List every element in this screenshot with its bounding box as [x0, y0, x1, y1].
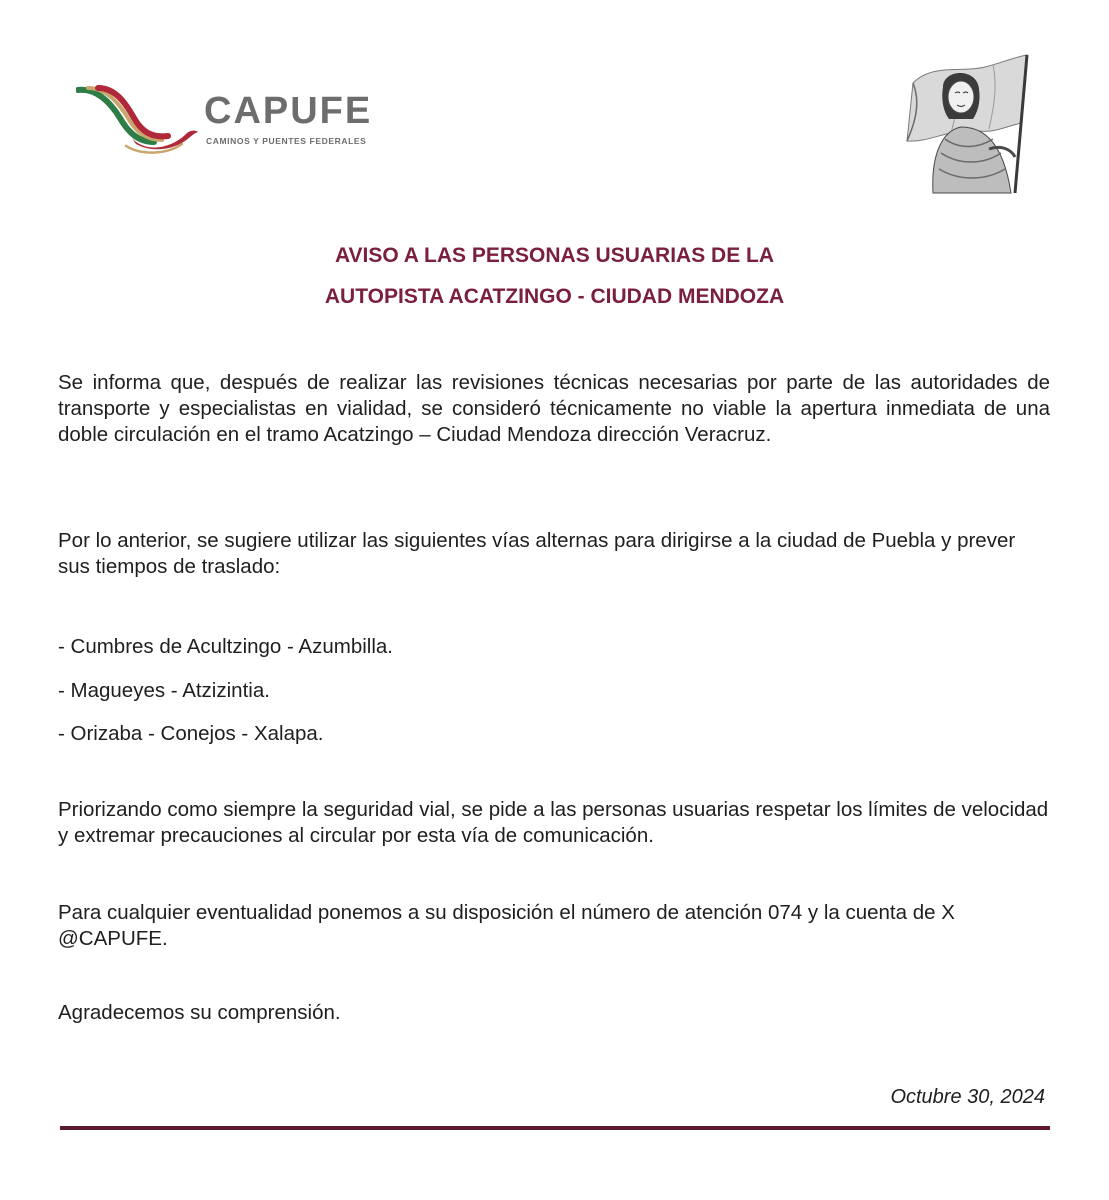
paragraph-road-safety: Priorizando como siempre la seguridad vial, se pide a las personas usuarias respetar los límites de velocidad y extremar precauciones al circular por esta vía de comunicación. [58, 798, 1049, 847]
woman-with-flag-emblem-icon [893, 53, 1033, 195]
paragraph-contact: Para cualquier eventualidad ponemos a su disposición el número de atención 074 y la cuenta de X @CAPUFE. [58, 901, 955, 950]
logo-subtitle: CAMINOS Y PUENTES FEDERALES [206, 136, 367, 146]
closing-text: Agradecemos su comprensión. [58, 1001, 341, 1024]
logo-wordmark: CAPUFE [204, 90, 373, 132]
footer-divider [60, 1126, 1050, 1130]
capufe-logo-mark-icon [76, 84, 200, 154]
notice-date: Octubre 30, 2024 [890, 1086, 1045, 1108]
notice-title-line-1: AVISO A LAS PERSONAS USUARIAS DE LA [334, 244, 775, 267]
notice-title-line-2: AUTOPISTA ACATZINGO - CIUDAD MENDOZA [324, 285, 785, 308]
route-item: - Magueyes - Atzizintia. [58, 679, 270, 702]
route-item: - Cumbres de Acultzingo - Azumbilla. [58, 635, 393, 658]
paragraph-technical-review: Se informa que, después de realizar las revisiones técnicas necesarias por parte de las autoridades de transporte y especialistas en vialidad, se consideró técnicamente no viable la apertura inmediata de una doble circulación en el tramo Acatzingo – Ciudad Mendoza dirección Veracruz. [58, 371, 1050, 446]
paragraph-alternate-routes: Por lo anterior, se sugiere utilizar las siguientes vías alternas para dirigirse a la ciudad de Puebla y prever sus tiempos de traslado: [58, 529, 1016, 578]
route-item: - Orizaba - Conejos - Xalapa. [58, 722, 324, 745]
capufe-logo [76, 84, 396, 154]
